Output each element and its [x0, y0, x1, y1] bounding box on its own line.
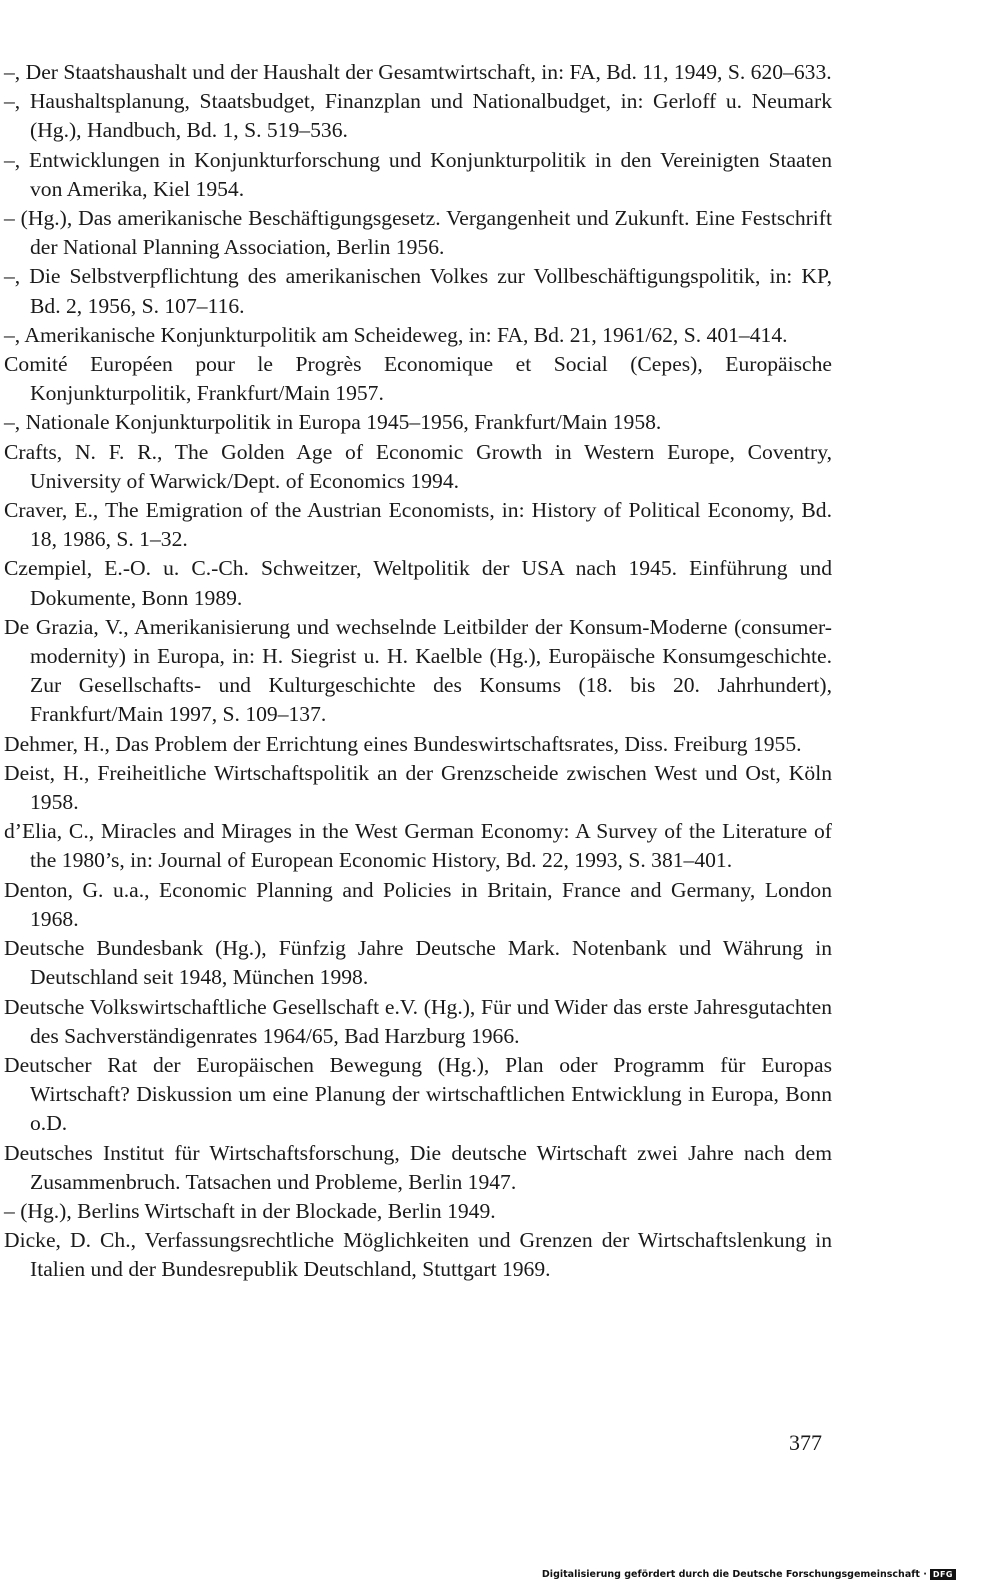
footer-text: Digitalisierung gefördert durch die Deutsche Forschungsgemeinschaft ·: [541, 1569, 927, 1580]
bibliography-entry: Crafts, N. F. R., The Golden Age of Economic Growth in Western Europe, Coventry, University of Warwick/Dept. of Economics 1994.: [4, 439, 832, 493]
bibliography-list: [4, 58, 832, 1285]
bibliography-entry: Deutsches Institut für Wirtschaftsforschung, Die deutsche Wirtschaft zwei Jahre nach dem Zusammenbruch. Tatsachen und Probleme, Berlin 1947.: [4, 1140, 832, 1194]
bibliography-entry: Deist, H., Freiheitliche Wirtschaftspolitik an der Grenzscheide zwischen West und Ost, Köln 1958.: [4, 760, 832, 815]
bibliography-entry: Deutsche Bundesbank (Hg.), Fünfzig Jahre Deutsche Mark. Notenbank und Währung in Deutschland seit 1948, München 1998.: [4, 936, 832, 990]
bibliography-entry: Deutsche Volkswirtschaftliche Gesellschaft e.V. (Hg.), Für und Wider das erste Jahresgutachten des Sachverständigenrates 1964/65, Bad Harzburg 1966.: [4, 994, 832, 1048]
bibliography-entry: Craver, E., The Emigration of the Austrian Economists, in: History of Political Economy, Bd. 18, 1986, S. 1–32.: [4, 498, 832, 552]
bibliography-entry: De Grazia, V., Amerikanisierung und wechselnde Leitbilder der Konsum-Moderne (consumer-modernity) in Europa, in: H. Siegrist u. H. Kaelble (Hg.), Europäische Konsumgeschichte. Zur Gesellschafts- und Kulturgeschichte des Konsums (18. bis 20. Jahrhundert), Frankfurt/Main 1997, S. 109–137.: [4, 614, 832, 727]
bibliography-entry: – (Hg.), Das amerikanische Beschäftigungsgesetz. Vergangenheit und Zukunft. Eine Festschrift der National Planning Association, Berlin 1956.: [4, 206, 832, 260]
bibliography-entry: Denton, G. u.a., Economic Planning and Policies in Britain, France and Germany, London 1968.: [4, 877, 832, 931]
bibliography-entry: –, Amerikanische Konjunkturpolitik am Scheideweg, in: FA, Bd. 21, 1961/62, S. 401–414.: [4, 322, 788, 347]
bibliography-entry: –, Die Selbstverpflichtung des amerikanischen Volkes zur Vollbeschäftigungspolitik, in: KP, Bd. 2, 1956, S. 107–116.: [4, 264, 832, 318]
bibliography-entry: Deutscher Rat der Europäischen Bewegung (Hg.), Plan oder Programm für Europas Wirtschaft? Diskussion um eine Planung der wirtschaftlichen Entwicklung in Europa, Bonn o.D.: [4, 1052, 832, 1136]
bibliography-entry: – (Hg.), Berlins Wirtschaft in der Blockade, Berlin 1949.: [4, 1198, 496, 1223]
bibliography-entry: –, Nationale Konjunkturpolitik in Europa 1945–1956, Frankfurt/Main 1958.: [4, 410, 662, 435]
bibliography-entry: d’Elia, C., Miracles and Mirages in the West German Economy: A Survey of the Literature of the 1980’s, in: Journal of European Economic History, Bd. 22, 1993, S. 381–401.: [4, 819, 832, 873]
bibliography-entry: Dicke, D. Ch., Verfassungsrechtliche Möglichkeiten und Grenzen der Wirtschaftslenkung in Italien und der Bundesrepublik Deutschland, Stuttgart 1969.: [4, 1228, 832, 1282]
page-number: 377: [789, 1430, 822, 1455]
bibliography-entry: –, Entwicklungen in Konjunkturforschung und Konjunkturpolitik in den Vereinigten Staaten von Amerika, Kiel 1954.: [4, 147, 832, 201]
dfg-logo: DFG: [930, 1569, 956, 1580]
bibliography-entry: Comité Européen pour le Progrès Economique et Social (Cepes), Europäische Konjunkturpolitik, Frankfurt/Main 1957.: [4, 352, 832, 406]
bibliography-entry: –, Der Staatshaushalt und der Haushalt der Gesamtwirtschaft, in: FA, Bd. 11, 1949, S. 620–633.: [4, 60, 832, 84]
bibliography-entry: Dehmer, H., Das Problem der Errichtung eines Bundeswirtschaftsrates, Diss. Freiburg 1955.: [4, 731, 802, 756]
digitization-footer: [542, 1569, 956, 1580]
bibliography-entry: –, Haushaltsplanung, Staatsbudget, Finanzplan und Nationalbudget, in: Gerloff u. Neumark (Hg.), Handbuch, Bd. 1, S. 519–536.: [4, 89, 832, 143]
bibliography-entry: Czempiel, E.-O. u. C.-Ch. Schweitzer, Weltpolitik der USA nach 1945. Einführung und Dokumente, Bonn 1989.: [4, 556, 832, 610]
